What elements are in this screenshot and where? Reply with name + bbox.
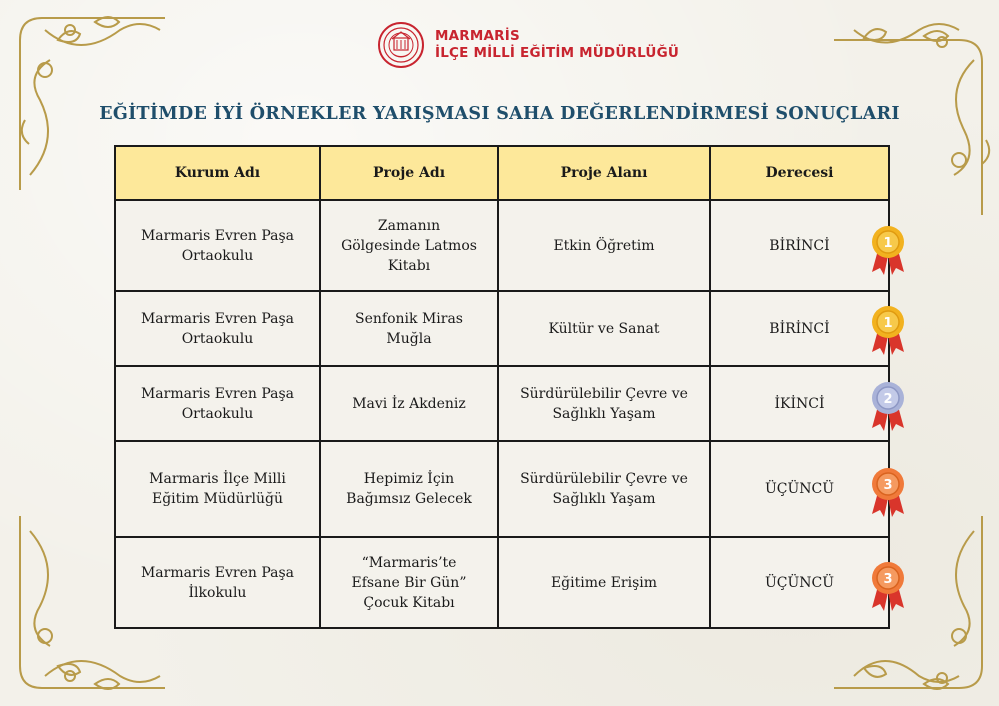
svg-text:3: 3	[883, 572, 893, 587]
table-row	[115, 441, 889, 537]
bronze-medal-icon	[866, 558, 910, 612]
cell-alan: Sürdürülebilir Çevre ve Sağlıklı Yaşam	[498, 366, 710, 441]
results-table	[114, 145, 893, 629]
svg-text:1: 1	[883, 316, 893, 331]
cell-derece: ÜÇÜNCÜ	[710, 537, 889, 628]
svg-text:1: 1	[883, 236, 893, 251]
table-header-row	[115, 146, 889, 200]
cell-kurum: Marmaris Evren Paşa İlkokulu	[115, 537, 320, 628]
page-title: EĞİTİMDE İYİ ÖRNEKLER YARIŞMASI SAHA DEĞERLENDİRMESİ SONUÇLARI	[99, 104, 900, 124]
cell-kurum: Marmaris Evren Paşa Ortaokulu	[115, 200, 320, 291]
table-row	[115, 537, 889, 628]
org-name-line2: İLÇE MİLLİ EĞİTİM MÜDÜRLÜĞÜ	[435, 45, 680, 61]
svg-text:2: 2	[883, 392, 893, 407]
column-header-kurum: Kurum Adı	[115, 146, 320, 200]
gold-medal-icon	[866, 222, 910, 276]
cell-alan: Kültür ve Sanat	[498, 291, 710, 366]
column-header-alan: Proje Alanı	[498, 146, 710, 200]
cell-alan: Eğitime Erişim	[498, 537, 710, 628]
bronze-medal-icon	[866, 464, 910, 518]
cell-derece: BİRİNCİ	[710, 200, 889, 291]
cell-proje: Mavi İz Akdeniz	[320, 366, 498, 441]
cell-alan: Etkin Öğretim	[498, 200, 710, 291]
cell-alan: Sürdürülebilir Çevre ve Sağlıklı Yaşam	[498, 441, 710, 537]
silver-medal-icon	[866, 378, 910, 432]
cell-proje: Zamanın Gölgesinde Latmos Kitabı	[320, 200, 498, 291]
org-name-line1: MARMARİS	[435, 28, 520, 44]
column-header-derece: Derecesi	[710, 146, 889, 200]
cell-proje: Hepimiz İçin Bağımsız Gelecek	[320, 441, 498, 537]
cell-kurum: Marmaris Evren Paşa Ortaokulu	[115, 291, 320, 366]
cell-derece: İKİNCİ	[710, 366, 889, 441]
cell-proje: Senfonik Miras Muğla	[320, 291, 498, 366]
cell-derece: ÜÇÜNCÜ	[710, 441, 889, 537]
svg-text:3: 3	[883, 478, 893, 493]
cell-kurum: Marmaris İlçe Milli Eğitim Müdürlüğü	[115, 441, 320, 537]
cell-kurum: Marmaris Evren Paşa Ortaokulu	[115, 366, 320, 441]
table-row	[115, 291, 889, 366]
table-row	[115, 366, 889, 441]
table-row	[115, 200, 889, 291]
ministry-seal-icon	[377, 21, 425, 69]
cell-proje: “Marmaris’te Efsane Bir Gün” Çocuk Kitabı	[320, 537, 498, 628]
gold-medal-icon	[866, 302, 910, 356]
header-logo	[377, 20, 679, 70]
cell-derece: BİRİNCİ	[710, 291, 889, 366]
column-header-proje: Proje Adı	[320, 146, 498, 200]
